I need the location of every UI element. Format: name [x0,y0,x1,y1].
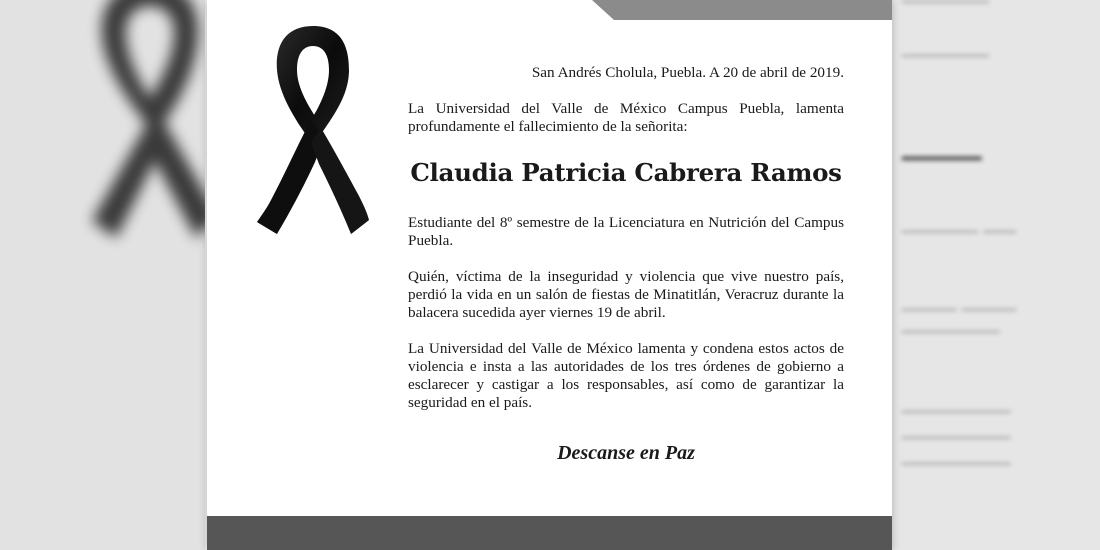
blurred-text-line: ──────── [902,46,989,67]
blurred-ribbon-icon [80,0,205,260]
blurred-text-line: ━━━━━━ [902,146,982,172]
condemnation-paragraph: La Universidad del Valle de México lamenta y condena estos actos de violencia e insta a las autoridades de los tres órdenes de gobierno a esclarecer y castigar a los responsables, así como de garantizar la seguridad en el país. [408,340,844,411]
blurred-background-right [890,0,1100,550]
blurred-text-line: ───────── [902,322,1000,343]
bottom-decorative-band [207,516,892,550]
blurred-text-line: ────────── [902,454,1011,475]
closing-phrase: Descanse en Paz [557,442,695,464]
top-decorative-stripe [592,0,892,20]
blurred-background-left [0,0,205,550]
student-info-paragraph: Estudiante del 8º semestre de la Licenciatura en Nutrición del Campus Puebla. [408,214,844,249]
blurred-text-line: ────────── [902,428,1011,449]
blurred-text-line: ─────── ─── [902,222,1017,243]
condolence-notice-card [207,0,892,550]
mourning-ribbon-icon [255,24,371,240]
circumstances-paragraph: Quién, víctima de la inseguridad y violencia que vive nuestro país, perdió la vida en un salón de fiestas de Minatitlán, Veracruz durante la balacera sucedida ayer viernes 19 de abril. [408,268,844,321]
blurred-text-line: ──────── [902,0,989,13]
notice-text-block [408,64,844,462]
blurred-text-line: ───── ───── [902,300,1017,321]
date-line: San Andrés Cholula, Puebla. A 20 de abril de 2019. [531,64,844,81]
blurred-text-line: ────────── [902,402,1011,423]
intro-paragraph: La Universidad del Valle de México Campus Puebla, lamenta profundamente el fallecimiento de la señorita: [408,100,844,135]
deceased-name: Claudia Patricia Cabrera Ramos [410,158,842,187]
